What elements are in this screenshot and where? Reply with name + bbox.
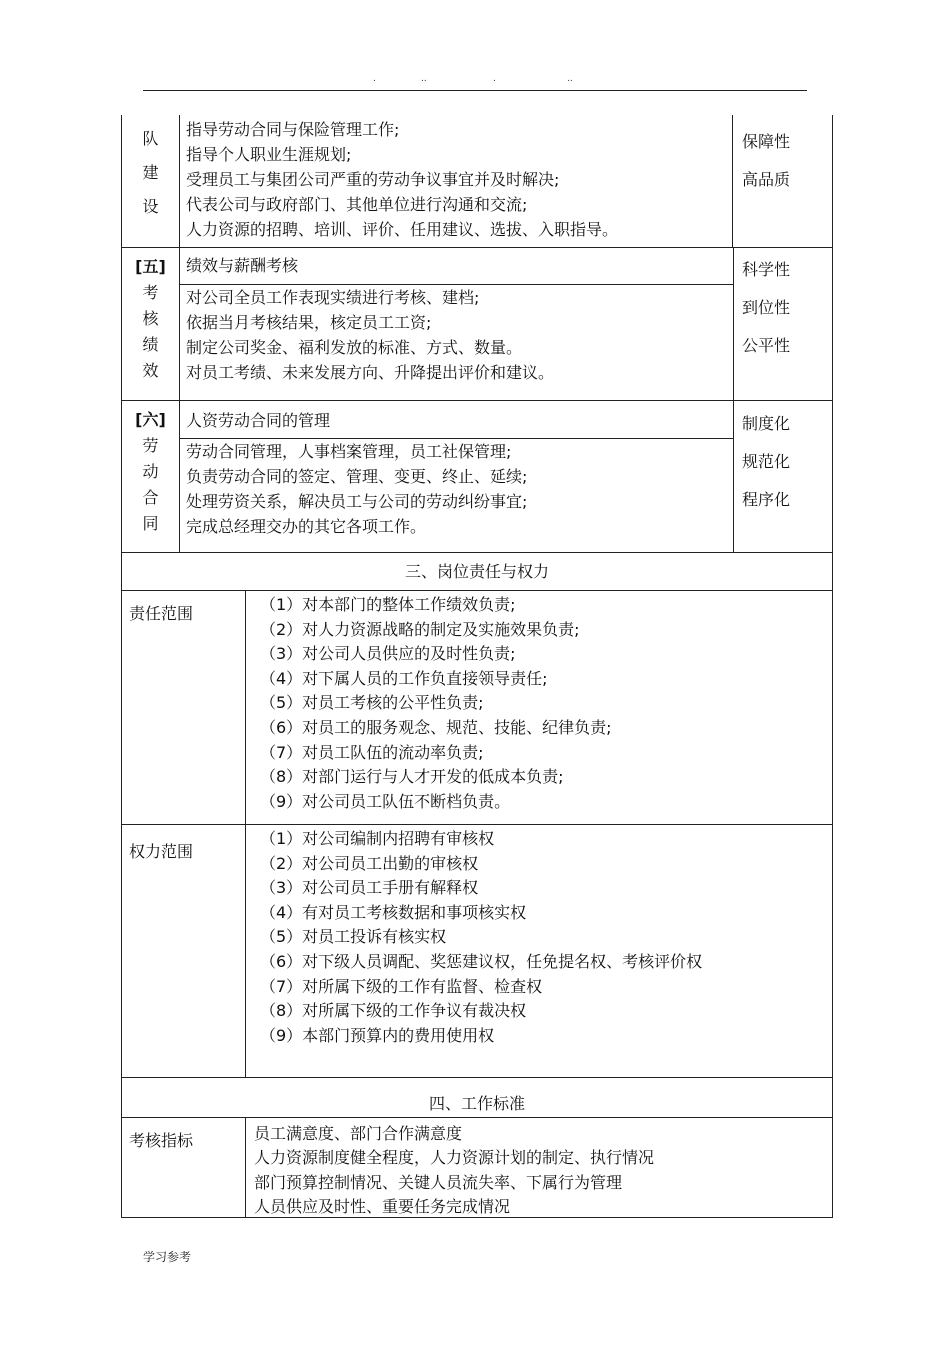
- list-item: （4）有对员工考核数据和事项核实权: [260, 902, 527, 922]
- category-char: 设: [142, 197, 159, 216]
- list-item: （9）本部门预算内的费用使用权: [260, 1025, 495, 1045]
- kpi-row: [121, 1118, 833, 1218]
- duty-content: [180, 248, 734, 400]
- duty-line: 劳动合同管理，人事档案管理，员工社保管理;: [186, 442, 512, 461]
- category-char: 合: [142, 488, 159, 507]
- list-item: （9）对公司员工队伍不断档负责。: [260, 791, 511, 811]
- duty-content: [180, 115, 733, 247]
- duty-line: 处理劳资关系，解决员工与公司的劳动纠纷事宜;: [186, 492, 528, 511]
- responsibility-row: [121, 591, 833, 825]
- header-dot: .: [373, 74, 376, 84]
- list-item: （5）对员工考核的公平性负责;: [260, 693, 484, 713]
- standard-text: 制度化: [742, 414, 791, 433]
- header-dot: .: [493, 74, 496, 84]
- duty-line: 负责劳动合同的签定、管理、变更、终止、延续;: [186, 467, 528, 486]
- list-item: 人员供应及时性、重要任务完成情况: [254, 1197, 511, 1217]
- duty-standard: [733, 401, 832, 552]
- list-item: 员工满意度、部门合作满意度: [254, 1124, 463, 1143]
- list-item: 人力资源制度健全程度，人力资源计划的制定、执行情况: [254, 1148, 655, 1168]
- category-char: 动: [142, 462, 159, 481]
- standard-text: 高品质: [742, 170, 791, 189]
- list-item: （8）对所属下级的工作争议有裁决权: [260, 1001, 527, 1021]
- section-title-standards: 四、工作标准: [121, 1078, 833, 1118]
- list-item: （5）对员工投诉有核实权: [260, 927, 447, 947]
- duty-subhead: 绩效与薪酬考核: [180, 248, 733, 285]
- list-item: （4）对下属人员的工作负直接领导责任;: [260, 668, 548, 688]
- list-item: （7）对所属下级的工作有监督、检查权: [260, 976, 543, 996]
- duty-block-contract: [121, 401, 833, 553]
- header-dots: [0, 74, 950, 88]
- standard-text: 科学性: [742, 260, 791, 279]
- responsibility-label: 责任范围: [122, 591, 246, 824]
- list-item: （7）对员工队伍的流动率负责;: [260, 742, 484, 762]
- list-item: （2）对公司员工出勤的审核权: [260, 853, 479, 873]
- list-item: （2）对人力资源战略的制定及实施效果负责;: [260, 619, 580, 639]
- responsibility-list: [246, 591, 832, 824]
- duty-content: [180, 401, 734, 552]
- duty-line: 对公司全员工作表现实绩进行考核、建档;: [186, 288, 480, 307]
- section-tag: [五]: [135, 257, 166, 276]
- duty-standard: [733, 248, 832, 400]
- duty-line: 受理员工与集团公司严重的劳动争议事宜并及时解决;: [186, 170, 560, 189]
- list-item: （8）对部门运行与人才开发的低成本负责;: [260, 767, 564, 787]
- standard-text: 保障性: [742, 132, 791, 151]
- category-char: 建: [142, 163, 159, 182]
- standard-text: 规范化: [742, 452, 791, 471]
- duty-subhead: 人资劳动合同的管理: [180, 401, 733, 439]
- list-item: （1）对公司编制内招聘有审核权: [260, 829, 495, 848]
- authority-row: [121, 825, 833, 1078]
- list-item: （3）对公司人员供应的及时性负责;: [260, 644, 516, 664]
- header-rule: [143, 90, 807, 91]
- kpi-label: 考核指标: [122, 1118, 246, 1217]
- duty-category: [122, 248, 180, 400]
- kpi-list: [246, 1118, 832, 1217]
- duty-category: [122, 401, 180, 552]
- duty-line: 完成总经理交办的其它各项工作。: [186, 517, 427, 536]
- duty-line: 代表公司与政府部门、其他单位进行沟通和交流;: [186, 195, 528, 214]
- job-description-table: [121, 115, 833, 1218]
- category-char: 效: [142, 361, 159, 380]
- list-item: （1）对本部门的整体工作绩效负责;: [260, 595, 516, 614]
- category-char: 核: [142, 309, 159, 328]
- list-item: （6）对员工的服务观念、规范、技能、纪律负责;: [260, 717, 612, 737]
- category-char: 绩: [142, 335, 159, 354]
- category-char: 劳: [142, 436, 159, 455]
- standard-text: 公平性: [742, 336, 791, 355]
- duty-block-performance: [121, 248, 833, 401]
- section-title-responsibility: 三、岗位责任与权力: [121, 553, 833, 591]
- duty-category: [122, 115, 180, 247]
- footer-note: 学习参考: [143, 1250, 192, 1264]
- authority-list: [246, 825, 832, 1077]
- duty-block-team: [121, 115, 833, 248]
- duty-line: 指导劳动合同与保险管理工作;: [186, 120, 400, 139]
- list-item: （3）对公司员工手册有解释权: [260, 878, 479, 898]
- header-dot: ..: [567, 74, 573, 84]
- list-item: （6）对下级人员调配、奖惩建议权，任免提名权、考核评价权: [260, 951, 703, 971]
- authority-label: 权力范围: [122, 825, 246, 1077]
- category-char: 队: [142, 129, 159, 148]
- duty-line: 人力资源的招聘、培训、评价、任用建议、选拔、入职指导。: [186, 220, 619, 239]
- duty-line: 依据当月考核结果，核定员工工资;: [186, 313, 432, 332]
- category-char: 同: [142, 514, 159, 533]
- duty-standard: [733, 115, 832, 247]
- duty-line: 指导个人职业生涯规划;: [186, 145, 352, 164]
- duty-line: 制定公司奖金、福利发放的标准、方式、数量。: [186, 338, 523, 357]
- standard-text: 程序化: [742, 490, 791, 509]
- category-char: 考: [142, 283, 159, 302]
- duty-line: 对员工考绩、未来发展方向、升降提出评价和建议。: [186, 363, 555, 382]
- section-tag: [六]: [135, 410, 166, 429]
- list-item: 部门预算控制情况、关键人员流失率、下属行为管理: [254, 1172, 623, 1192]
- header-dot: ..: [421, 74, 427, 84]
- standard-text: 到位性: [742, 298, 791, 317]
